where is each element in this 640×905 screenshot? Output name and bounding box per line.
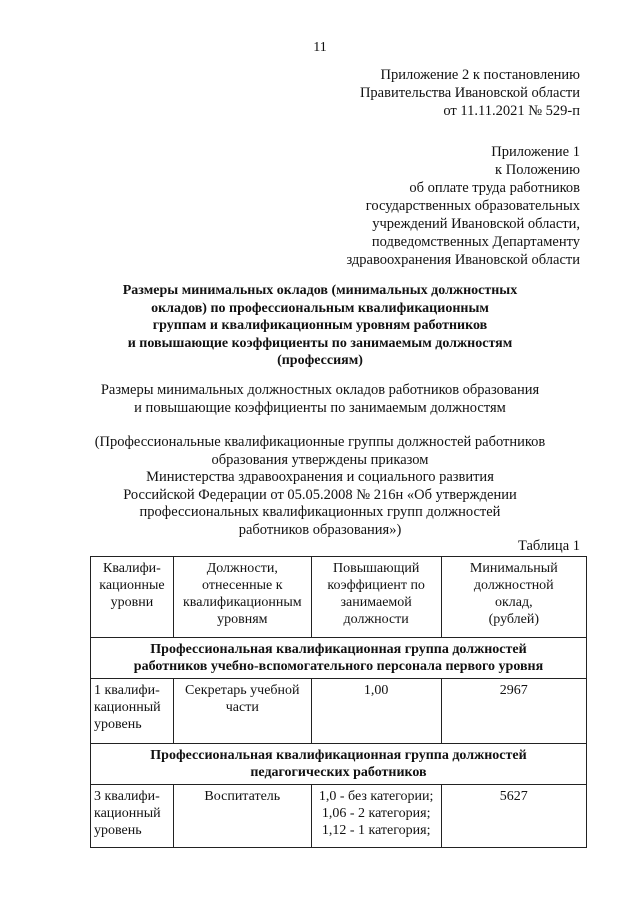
header-line: квалификационным [182,595,302,610]
document-subtitle [60,382,580,417]
annex-1-line: к Положению [495,162,580,178]
title-line: группам и квалификационным уровням работников [152,318,488,333]
coefficient-line: 1,12 - 1 категория; [321,823,431,838]
level-line: кационный [94,806,161,821]
subtitle-line: Размеры минимальных должностных окладов работников образования [100,382,540,398]
annex-1-line: учреждений Ивановской области, [372,216,580,232]
annex-2-line: Правительства Ивановской области [359,85,580,101]
header-line: должностной [473,578,554,593]
annex-1-line: Приложение 1 [491,144,580,160]
position-line: Секретарь учебной [185,683,300,698]
header-line: Квалифи- [103,561,161,576]
header-line: оклад, [494,595,533,610]
coefficient-cell [311,785,441,848]
header-line: коэффициент по [327,578,425,593]
group-heading-line: педагогических работников [250,765,427,780]
coefficient-line: 1,0 - без категории; [318,789,434,804]
document-title [60,282,580,370]
annex-1-reference [346,143,580,269]
group-heading-line: Профессиональная квалификационная группа должностей [150,748,527,763]
header-cell-coefficient [311,557,441,638]
note-line: Российской Федерации от 05.05.2008 № 216н «Об утверждении [123,486,517,503]
level-line: уровень [94,717,142,732]
coefficient-line: 1,06 - 2 категория; [321,806,431,821]
header-cell-positions [173,557,311,638]
position-line: части [225,700,259,715]
level-line: уровень [94,823,142,838]
annex-1-line: подведомственных Департаменту [371,234,580,250]
level-line: 3 квалифи- [94,789,160,804]
title-line: и повышающие коэффициенты по занимаемым должностям [127,335,513,351]
header-line: уровни [110,595,154,610]
note-line: Министерства здравоохранения и социального развития [146,469,494,485]
group-heading-row [91,744,587,785]
group-1-heading [91,638,587,679]
group-heading-line: Профессиональная квалификационная группа должностей [150,642,527,657]
title-line: окладов) по профессиональным квалификационным [151,300,489,316]
legal-note [60,434,580,539]
note-line: профессиональных квалификационных групп должностей [139,504,501,520]
header-line: должности [343,612,409,627]
group-2-heading [91,744,587,785]
level-cell [91,679,174,744]
level-cell [91,785,174,848]
table-row [91,679,587,744]
group-heading-row [91,638,587,679]
header-line: Минимальный [469,561,558,576]
title-line: (профессиям) [277,353,363,368]
header-cell-levels [91,557,174,638]
annex-1-line: здравоохранения Ивановской области [346,252,580,268]
header-cell-salary [441,557,586,638]
level-line: 1 квалифи- [94,683,160,698]
table-header-row [91,557,587,638]
salary-cell: 2967 [441,679,586,744]
table-label: Таблица 1 [517,538,580,554]
header-line: (рублей) [488,612,540,627]
note-line: (Профессиональные квалификационные группы должностей работников [94,434,546,450]
note-line: образования утверждены приказом [211,451,429,468]
annex-2-reference [360,66,580,120]
annex-1-line: об оплате труда работников [409,180,580,196]
title-line: Размеры минимальных окладов (минимальных должностных [122,283,518,298]
annex-1-line: государственных образовательных [365,198,580,214]
table-row [91,785,587,848]
annex-2-line: Приложение 2 к постановлению [380,67,580,83]
coefficient-cell: 1,00 [311,679,441,744]
note-line: работников образования») [238,521,402,538]
header-line: Повышающий [332,561,420,576]
group-heading-line: работников учебно-вспомогательного персонала первого уровня [133,659,544,674]
salary-table [90,556,587,848]
position-cell [173,679,311,744]
header-line: занимаемой [340,595,412,610]
position-cell: Воспитатель [173,785,311,848]
header-line: Должности, [206,561,278,576]
annex-2-line: от 11.11.2021 № 529-п [443,103,580,119]
header-line: кационные [99,578,165,593]
subtitle-line: и повышающие коэффициенты по занимаемым должностям [134,399,506,416]
level-line: кационный [94,700,161,715]
salary-cell: 5627 [441,785,586,848]
header-line: отнесенные к [202,578,283,593]
header-line: уровням [217,612,268,627]
page-number: 11 [313,40,327,55]
